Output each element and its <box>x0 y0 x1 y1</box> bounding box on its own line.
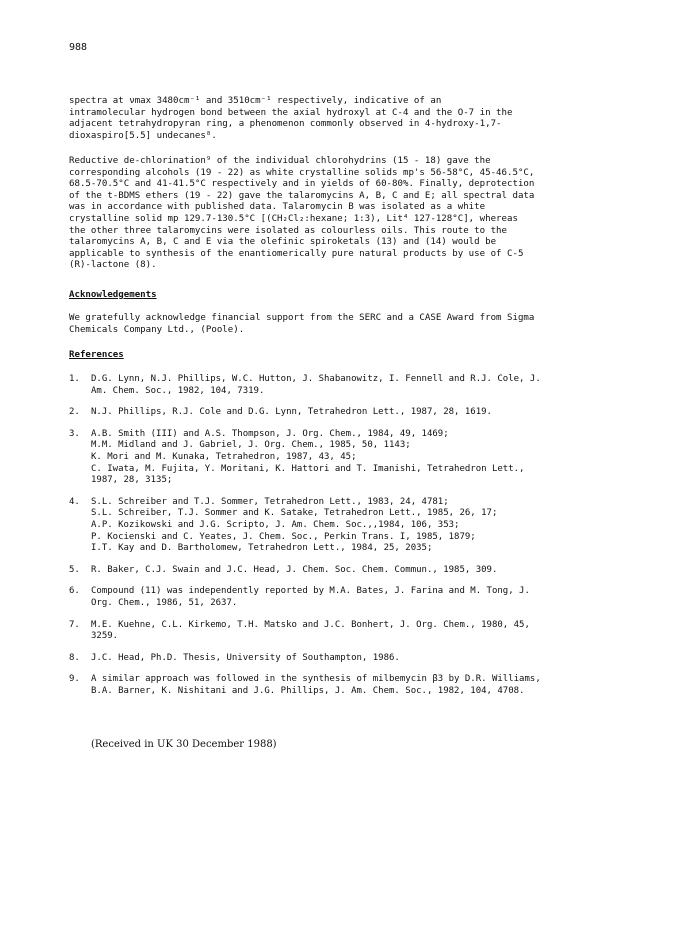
text-line: 1987, 28, 3135; <box>91 475 173 486</box>
intro-text <box>69 96 614 142</box>
reference-item <box>69 565 614 577</box>
acknowledgements-paragraph <box>69 313 614 336</box>
reference-text <box>91 429 614 487</box>
text-line: M.E. Kuehne, C.L. Kirkemo, T.H. Matsko and J.C. Bonhert, J. Org. Chem., 1980, 45, <box>91 619 530 630</box>
text-line: S.L. Schreiber and T.J. Sommer, Tetrahedron Lett., 1983, 24, 4781; <box>91 496 449 507</box>
reference-number: 3. <box>69 428 80 439</box>
acknowledgements-text <box>69 313 614 336</box>
reference-text <box>91 653 614 665</box>
text-line: dioxaspiro[5.5] undecanes⁸. <box>69 130 217 141</box>
reference-text <box>91 620 614 643</box>
text-line: corresponding alcohols (19 - 22) as white crystalline solids mp's 56-58°C, 45-46.5°C, <box>69 167 535 178</box>
text-line: A similar approach was followed in the synthesis of milbemycin β3 by D.R. Williams, <box>91 674 541 685</box>
references-heading: References <box>69 350 124 360</box>
text-line: Reductive de-chlorination⁹ of the individual chlorohydrins (15 - 18) gave the <box>69 156 491 166</box>
reference-number: 2. <box>69 407 80 418</box>
text-line: crystalline solid mp 129.7-130.5°C [(CH₂Cl₂:hexane; 1:3), Lit⁴ 127-128°C], whereas <box>69 213 518 224</box>
reference-text <box>91 586 614 609</box>
reference-number: 5. <box>69 564 80 575</box>
received-date: (Received in UK 30 December 1988) <box>91 739 277 750</box>
reference-text <box>91 497 614 555</box>
text-line: talaromycins A, B, C and E via the olefinic spiroketals (13) and (14) would be <box>69 237 497 248</box>
reference-text <box>91 674 614 697</box>
text-line: M.M. Midland and J. Gabriel, J. Org. Chem., 1985, 50, 1143; <box>91 440 411 451</box>
text-line: C. Iwata, M. Fujita, Y. Moritani, K. Hattori and T. Imanishi, Tetrahedron Lett., <box>91 463 525 474</box>
text-line: I.T. Kay and D. Bartholomew, Tetrahedron Lett., 1984, 25, 2035; <box>91 543 433 554</box>
text-line: N.J. Phillips, R.J. Cole and D.G. Lynn, Tetrahedron Lett., 1987, 28, 1619. <box>91 407 492 418</box>
text-line: K. Mori and M. Kunaka, Tetrahedron, 1987, 43, 45; <box>91 451 357 462</box>
text-line: applicable to synthesis of the enantiomerically pure natural products by use of C-5 <box>69 248 524 259</box>
reference-number: 7. <box>69 619 80 630</box>
text-line: Am. Chem. Soc., 1982, 104, 7319. <box>91 385 265 396</box>
acknowledgements-heading: Acknowledgements <box>69 290 157 300</box>
reference-number: 4. <box>69 496 80 507</box>
reference-item <box>69 374 614 397</box>
reference-number: 6. <box>69 586 80 597</box>
text-line: spectra at νmax 3480cm⁻¹ and 3510cm⁻¹ respectively, indicative of an <box>69 96 442 106</box>
text-line: intramolecular hydrogen bond between the axial hydroxyl at C-4 and the O-7 in the <box>69 107 513 118</box>
reference-item <box>69 620 614 643</box>
reference-item <box>69 653 614 665</box>
text-line: of the t-BDMS ethers (19 - 22) gave the talaromycins A, B, C and E; all spectral data <box>69 190 535 201</box>
text-line: (R)-lactone (8). <box>69 260 157 271</box>
reference-number: 9. <box>69 674 80 685</box>
reference-item <box>69 586 614 609</box>
page-number: 988 <box>69 42 88 53</box>
reference-number: 8. <box>69 652 80 663</box>
text-line: Compound (11) was independently reported by M.A. Bates, J. Farina and M. Tong, J. <box>91 586 530 597</box>
reference-text <box>91 407 614 419</box>
reference-item <box>69 429 614 487</box>
text-line: 3259. <box>91 631 119 642</box>
text-line: adjacent tetrahydropyran ring, a phenomenon commonly observed in 4-hydroxy-1,7- <box>69 119 502 130</box>
reference-text <box>91 565 614 577</box>
text-line: the other three talaromycins were isolated as colourless oils. This route to the <box>69 225 507 236</box>
intro-paragraph <box>69 96 614 142</box>
text-line: 68.5-70.5°C and 41-41.5°C respectively and in yields of 60-80%. Finally, deprotection <box>69 179 535 190</box>
text-line: A.P. Kozikowski and J.G. Scripto, J. Am. Chem. Soc.,,1984, 106, 353; <box>91 519 460 530</box>
text-line: Chemicals Company Ltd., (Poole). <box>69 324 245 335</box>
text-line: P. Kocienski and C. Yeates, J. Chem. Soc., Perkin Trans. I, 1985, 1879; <box>91 531 476 542</box>
text-line: Org. Chem., 1986, 51, 2637. <box>91 597 238 608</box>
reference-item <box>69 674 614 697</box>
body-paragraph <box>69 156 614 272</box>
reference-item <box>69 407 614 419</box>
text-line: S.L. Schreiber, T.J. Sommer and K. Satake, Tetrahedron Lett., 1985, 26, 17; <box>91 508 498 519</box>
text-line: A.B. Smith (III) and A.S. Thompson, J. Org. Chem., 1984, 49, 1469; <box>91 428 449 439</box>
reference-text <box>91 374 614 397</box>
text-line: R. Baker, C.J. Swain and J.C. Head, J. Chem. Soc. Chem. Commun., 1985, 309. <box>91 564 498 575</box>
text-line: D.G. Lynn, N.J. Phillips, W.C. Hutton, J. Shabanowitz, I. Fennell and R.J. Cole, J. <box>91 374 541 384</box>
text-line: We gratefully acknowledge financial support from the SERC and a CASE Award from Sigma <box>69 313 535 323</box>
body-text <box>69 156 614 272</box>
text-line: B.A. Barner, K. Nishitani and J.G. Phillips, J. Am. Chem. Soc., 1982, 104, 4708. <box>91 685 525 696</box>
text-line: J.C. Head, Ph.D. Thesis, University of Southampton, 1986. <box>91 652 400 663</box>
references-list <box>69 374 614 707</box>
reference-number: 1. <box>69 374 80 384</box>
text-line: was in accordance with published data. Talaromycin B was isolated as a white <box>69 202 486 213</box>
reference-item <box>69 497 614 555</box>
